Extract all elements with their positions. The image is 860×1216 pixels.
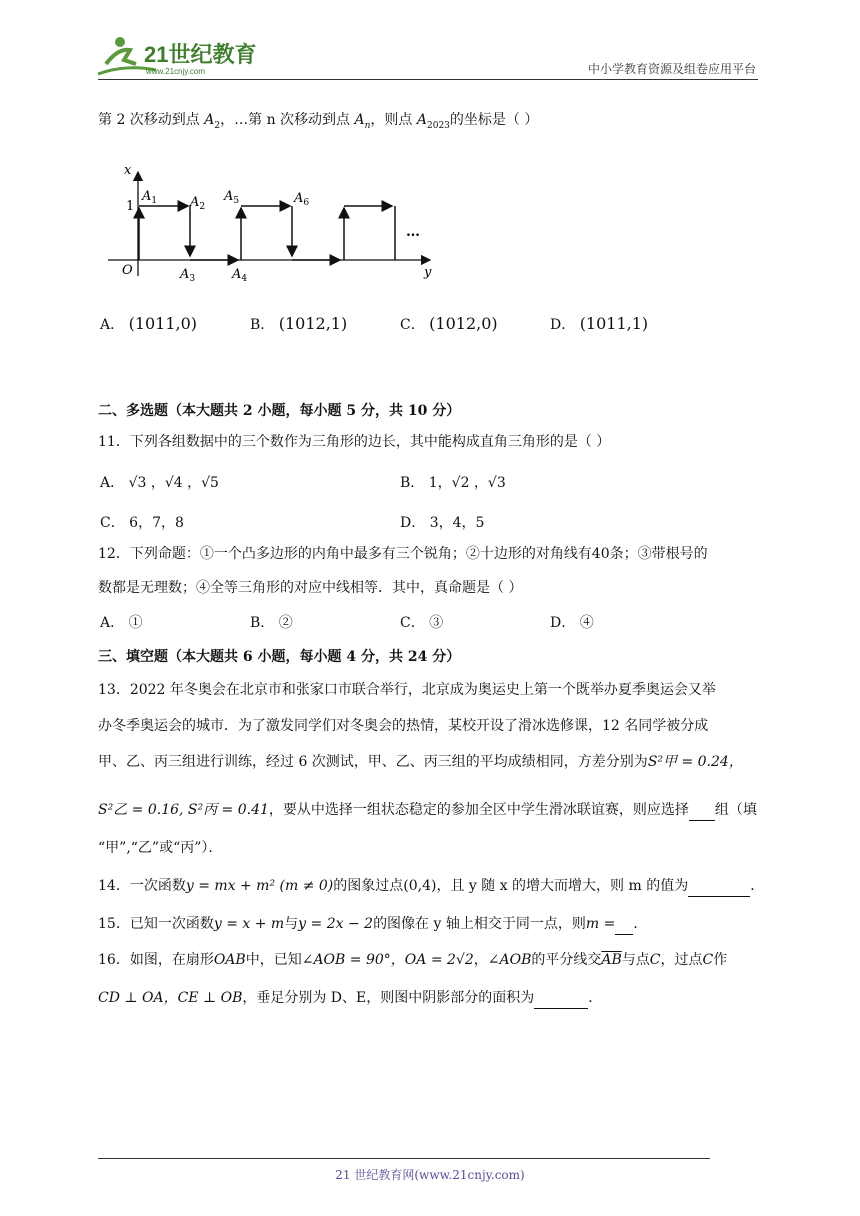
q12-stem-line2: 数都是无理数；④全等三角形的对应中线相等．其中，真命题是（ ） xyxy=(98,580,523,596)
header-platform-text: 中小学教育资源及组卷应用平台 xyxy=(587,62,756,76)
q13-answer-blank[interactable] xyxy=(689,800,715,821)
q12-option-b[interactable]: B． ② xyxy=(250,615,293,631)
q10-option-c[interactable]: C． (1012,0) xyxy=(400,314,498,333)
q13-line3: 甲、乙、丙三组进行训练，经过 6 次测试，甲、乙、丙三组的平均成绩相同，方差分别为S²甲 = 0.24， xyxy=(98,754,743,770)
q12-stem-line1: 12．下列命题：①一个凸多边形的内角中最多有三个锐角；②十边形的对角线有40条；③带根号的 xyxy=(98,546,708,562)
svg-text:A2: $A_2$ xyxy=(190,195,206,212)
svg-text:A6: $A_6$ xyxy=(294,191,310,208)
footer-link[interactable]: 21 世纪教育网(www.21cnjy.com) xyxy=(335,1168,525,1182)
svg-text:…: … xyxy=(406,224,420,240)
section-3-title: 三、填空题（本大题共 6 小题，每小题 4 分，共 24 分） xyxy=(98,649,461,665)
q16-line2: CD ⊥ OA，CE ⊥ OB，垂足分别为 D、E，则图中阴影部分的面积为 ． xyxy=(98,988,602,1009)
q14-stem: 14．一次函数y = mx + m² (m ≠ 0)的图象过点(0,4)，且 y 随 x 的增大而增大，则 m 的值为 ． xyxy=(98,876,764,897)
q12-option-c[interactable]: C． ③ xyxy=(400,615,444,631)
q13-line2: 办冬季奥运会的城市．为了激发同学们对冬奥会的热情，某校开设了滑冰选修课，12 名同学被分成 xyxy=(98,718,709,734)
q12-option-a[interactable]: A． ① xyxy=(100,615,143,631)
q11-option-a[interactable]: A． √3 ，√4 ，√5 xyxy=(100,475,219,491)
svg-text:A3: $A_3$ xyxy=(180,267,196,284)
q10-option-d[interactable]: D． (1011,1) xyxy=(550,314,649,333)
svg-text:A5: $A_5$ xyxy=(224,189,240,206)
svg-text:O: O xyxy=(122,263,133,278)
svg-text:A1: $A_1$ xyxy=(142,189,158,206)
svg-text:1: 1 xyxy=(126,199,135,214)
svg-text:y: y xyxy=(424,265,432,280)
q13-line5: “甲”,“乙”或“丙”）． xyxy=(98,840,223,856)
header-divider xyxy=(98,79,758,80)
q10-option-a[interactable]: A． (1011,0) xyxy=(100,314,198,333)
q16-answer-blank[interactable] xyxy=(534,988,588,1009)
q10-stem-tail: 第 2 次移动到点 $A_2$，…第 n 次移动到点 $A_n$，则点 $A_{2023}$的坐标是（ ） xyxy=(98,112,539,131)
q11-stem: 11．下列各组数据中的三个数作为三角形的边长，其中能构成直角三角形的是（ ） xyxy=(98,434,611,450)
q15-answer-blank[interactable] xyxy=(615,914,633,935)
q11-option-b[interactable]: B． 1，√2 ，√3 xyxy=(400,475,506,491)
svg-text:21世纪教育: 21世纪教育 xyxy=(144,42,256,67)
q11-option-c[interactable]: C． 6，7，8 xyxy=(100,515,184,531)
q15-stem: 15．已知一次函数y = x + m与y = 2x − 2的图像在 y 轴上相交于同一点，则m = ． xyxy=(98,914,647,935)
q14-answer-blank[interactable] xyxy=(688,876,750,897)
q13-line1: 13．2022 年冬奥会在北京市和张家口市联合举行，北京成为奥运史上第一个既举办夏季奥运会又举 xyxy=(98,682,716,698)
coordinate-path-diagram xyxy=(108,158,438,288)
q11-option-d[interactable]: D． 3，4，5 xyxy=(400,515,485,531)
logo-runner-icon xyxy=(96,34,256,78)
q13-line4: S²乙 = 0.16, S²丙 = 0.41，要从中选择一组状态稳定的参加全区中学生滑冰联谊赛，则应选择 组（填 xyxy=(98,800,757,821)
svg-text:www.21cnjy.com: www.21cnjy.com xyxy=(146,67,205,76)
q10-figure xyxy=(108,158,438,288)
site-logo[interactable] xyxy=(96,34,256,78)
svg-text:x: x xyxy=(124,163,132,178)
q10-option-b[interactable]: B． (1012,1) xyxy=(250,314,348,333)
q12-option-d[interactable]: D． ④ xyxy=(550,615,594,631)
section-2-title: 二、多选题（本大题共 2 小题，每小题 5 分，共 10 分） xyxy=(98,403,461,419)
q16-line1: 16．如图，在扇形OAB中，已知∠AOB = 90°，OA = 2√2，∠AOB的平分线交$\overline{AB}$与点C，过点C作 xyxy=(98,952,728,968)
svg-text:A4: $A_4$ xyxy=(232,267,248,284)
footer-divider xyxy=(98,1158,710,1159)
